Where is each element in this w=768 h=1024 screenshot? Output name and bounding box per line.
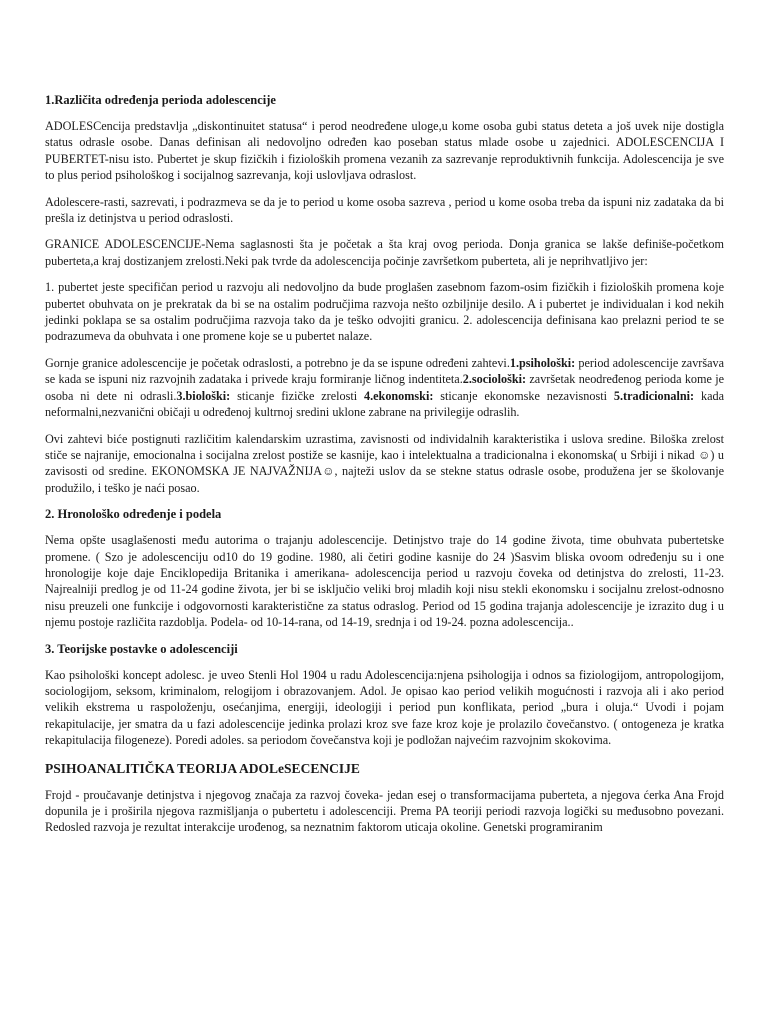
section-1-heading: 1.Različita određenja perioda adolescencije — [45, 93, 276, 107]
p5-bold-traditional: 5.tradicionalni: — [613, 388, 695, 403]
section-1-paragraph-5 — [45, 355, 724, 421]
section-4-heading: PSIHOANALITIČKA TEORIJA ADOLeSECENCIJE — [45, 760, 360, 776]
section-4-paragraph-1: Frojd - proučavanje detinjstva i njegovog značaja za razvoj čoveka- jedan esej o transformacijama puberteta, a njegova ćerka Ana Frojd dopunila je i proširila njegova razmišljanja o pubertetu i adolescenciji. Prema PA teoriji periodi razvoja logički su međusobno povezani. Redosled razvoja je rezultat interakcije urođenog, sa neznatnim faktorom uticaja okoline. Genetski programiranim — [45, 787, 724, 835]
p5-text-f: sticanje ekonomske nezavisnosti — [433, 388, 614, 403]
p5-bold-psychological: 1.psihološki: — [509, 355, 576, 370]
section-2-heading: 2. Hronološko određenje i podela — [45, 507, 222, 522]
section-3-heading: 3. Teorijske postavke o adolescenciji — [45, 641, 238, 656]
p5-bold-economic: 4.ekonomski: — [363, 388, 434, 403]
section-2-paragraph-1: Nema opšte usaglašenosti među autorima o trajanju adolescencije. Detinjstvo traje do 14 godine života, time obuhvata pubertetske promene. ( Szo je adolescenciju od10 do 19 godine. 1980, ali četiri godine kasnije do 24 )Sasvim bliska ovoom određenju su i one hronologije koje daje Enciklopedija Britanika i amerikana- adolescencija period u razvoju čoveka od detinjstva do zrelosti, 11-23. Najrealniji predlog je od 11-24 godine života, jer bi se isključio veliki broj mladih koji nisu stekli ekonomsku i socijalnu zrelost-odnosno nisu preuzeli one funkcije i odgovornosti karakteristične za status odraslog. Period od 15 godina trajanja adolescencije je izrazito dug i u njemu postoje različita razdoblja. Podela- od 10-14-rana, od 14-19, srednja i od 19-24. pozna adolescencija.. — [45, 533, 724, 630]
section-3-paragraph-1: Kao psihološki koncept adolesc. je uveo Stenli Hol 1904 u radu Adolescencija:njena psihologija i odnos sa fiziologijom, antropologijom, sociologijom, seksom, kriminalom, relogijom i obrazovanjem. Adol. Je opisao kao period velikih mogućnosti i razvoja ali i ako period velikih ekstrema u raspoloženju, osećanjima, energiji, ideologiji i period pun konflikata, period „bura i oluja.“ Uvodi i pojam rekapitulacije, jer smatra da u fazi adolescencije jedinka prolazi kroz sve faze kroz koje je prolazilo čovečanstvo. ( ontogeneza je kratka rekapitulacija filogeneze). Poredi adoles. sa periodom čovečanstva koji je podložan najvećim razvojnim skokovima. — [45, 667, 724, 748]
p5-text-d: završetak neodređenog perioda kome je osoba ni dete ni odrasli. — [45, 372, 724, 403]
section-1-paragraph-3: GRANICE ADOLESCENCIJE-Nema saglasnosti šta je početak a šta kraj ovog perioda. Donja granica se lakše definiše-početkom puberteta,a kraj dostizanjem zrelosti.Neki pak tvrde da adolescencija počinje završetkom puberteta, ali je neprihvatljivo jer: — [45, 237, 724, 268]
p5-bold-sociological: 2.sociološki: — [462, 372, 527, 387]
p5-bold-biological: 3.biološki: — [176, 388, 231, 403]
section-1-paragraph-4: 1. pubertet jeste specifičan period u razvoju ali nedovoljno da bude proglašen zasebnom fazom-osim fizičkih i fizioloških promena koje pubertet obuhvata on je prekratak da bi se na ostalim područjima razvoja nešto ozbiljnije desilo. A i pubertet je individualan i kod nekih jedinki poklapa se sa ostalim područjima razvoja tako da je teško odvojiti granicu. 2. adolescencija definisana kao prelazni period te se podrazumeva da obuhvata i one promene koje se u pubertet nalaze. — [45, 280, 724, 344]
p5-text-a: Gornje granice adolescencije je početak odraslosti, a potrebno je da se ispune određeni zahtevi. — [45, 355, 510, 370]
p5-text-c: period adolescencije završava se kada se ispuni niz razvojnih zadataka i privede kraju formiranje ličnog indentiteta. — [45, 355, 724, 387]
p5-text-e: sticanje fizičke zrelosti — [230, 388, 364, 403]
section-1-paragraph-6: Ovi zahtevi biće postignuti različitim kalendarskim uzrastima, zavisnosti od individalnih karakteristika i uslova sredine. Biloška zrelost stiče se najranije, emocionalna i socijalna zrelost postiže se kasnije, kao i intelektualna a tradicionalna i ekonomska( u Srbiji i nikad ☺) u zavisosti od sredine. EKONOMSKA JE NAJVAŽNIJA☺, najteži uslov da se stekne status odrasle osobe, produžena jer se školovanje produžilo, i teško je naći posao. — [45, 431, 724, 495]
p5-text-g: kada neformalni,nezvanični običaji u određenoj kultrnoj sredini uklone zabrane na privilegije odraslih. — [45, 388, 725, 420]
section-1-paragraph-2: Adolescere-rasti, sazrevati, i podrazmeva se da je to period u kome osoba sazreva , period u kome osoba treba da ispuni niz zadataka da bi prešla iz detinjstva u period odraslosti. — [45, 194, 724, 226]
section-1-paragraph-1: ADOLESCencija predstavlja „diskontinuitet statusa“ i perod neodređene uloge,u kome osoba gubi status deteta a još uvek nije dostigla status odrasle osobe. Danas definisan ali nedovoljno određen kao poseban status mlade osobe u zajednici. ADOLESCENCIJA I PUBERTET-nisu isto. Pubertet je skup fizičkih i fizioloških promena vezanih za sazrevanje reproduktivnih funkcija. Adolescencija je sve to plus period psihološkog i socijalnog sazrevanja, koji uslovljava odraslost. — [45, 119, 724, 183]
